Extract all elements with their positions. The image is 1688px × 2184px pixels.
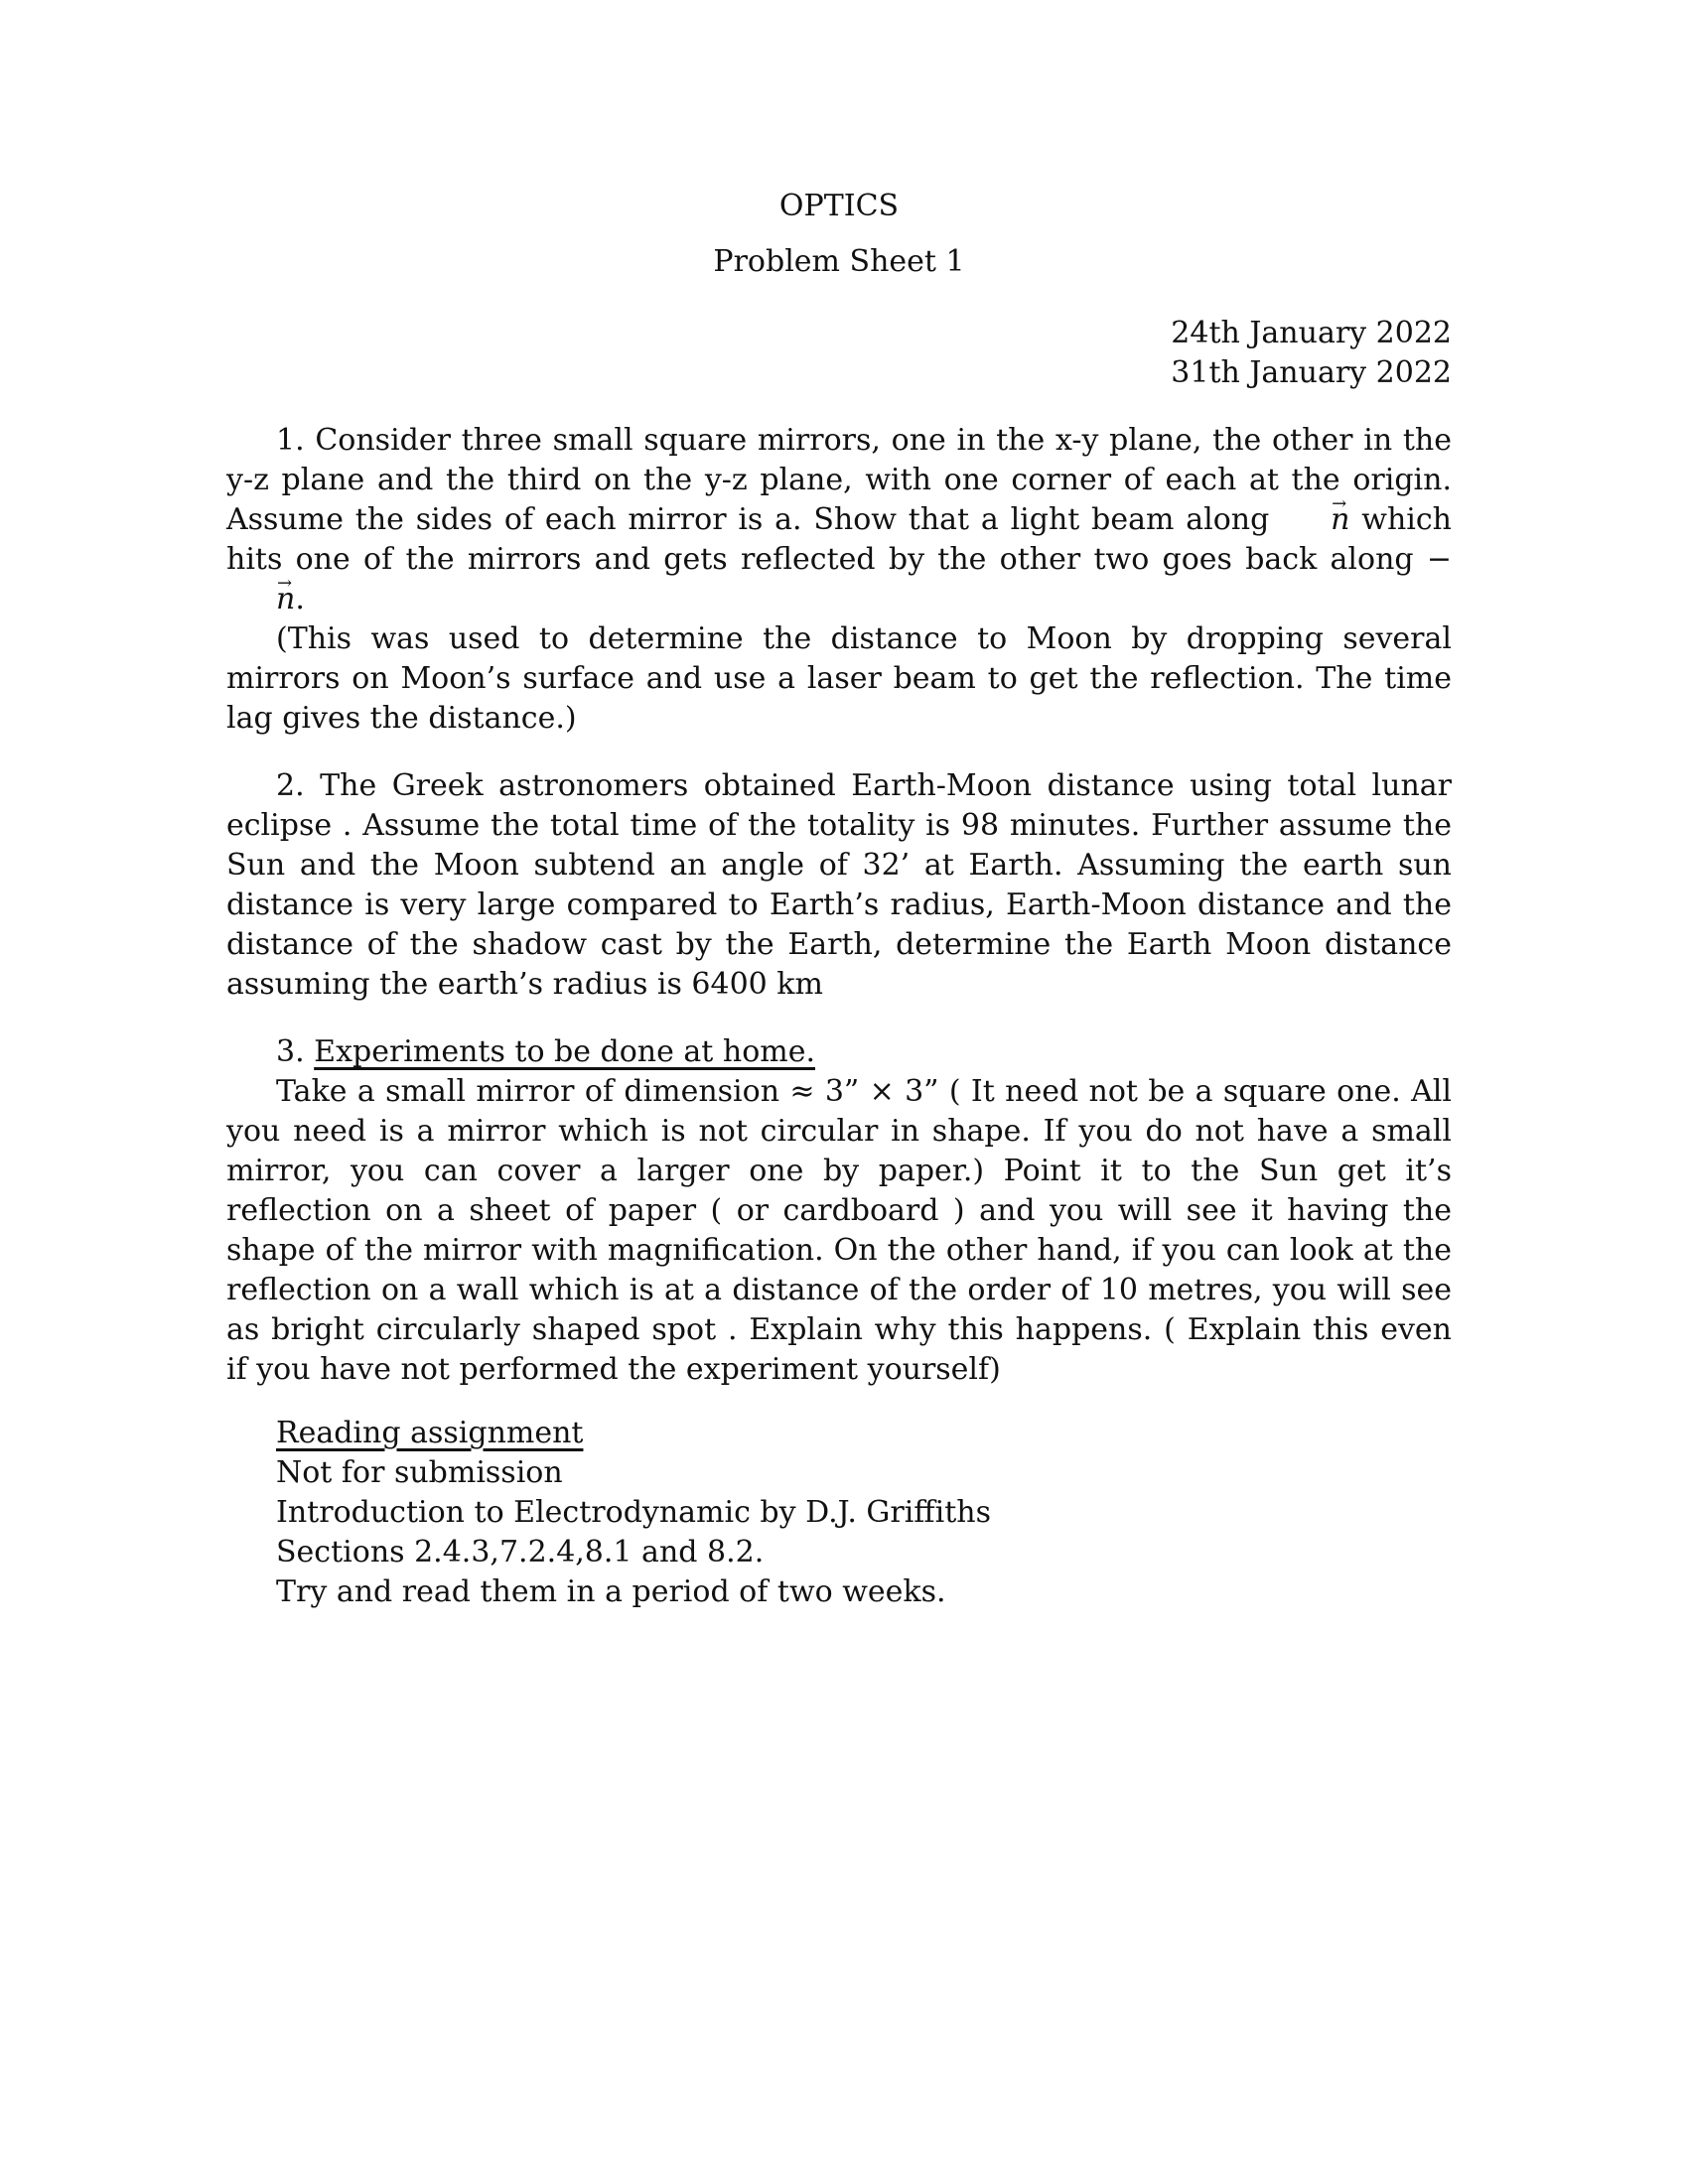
problem-3-heading: Experiments to be done at home. (314, 1034, 816, 1069)
document-page (226, 179, 1452, 1612)
dates-block (226, 314, 1452, 393)
reading-line: Introduction to Electrodynamic by D.J. Griffiths (276, 1495, 991, 1530)
problem-3-heading-line (226, 1032, 1452, 1072)
vector-n-negative: → n (226, 580, 295, 619)
problem-2-number: 2. (276, 768, 305, 803)
problem-2 (226, 766, 1452, 1005)
reading-assignment (226, 1414, 1452, 1612)
reading-line: Not for submission (276, 1455, 563, 1490)
reading-line: Sections 2.4.3,7.2.4,8.1 and 8.2. (276, 1535, 765, 1570)
problem-1-text (226, 421, 1452, 619)
problem-1-note: (This was used to determine the distance to Moon by dropping several mirrors on Moon’s surface and use a laser beam to get the reflection. The time lag gives the distance.) (226, 621, 1452, 736)
problem-1-number: 1. (276, 423, 305, 458)
problem-1-text-c: . (295, 582, 305, 616)
problem-1-text-a: Consider three small square mirrors, one in the x-y plane, the other in the y-z plane and the third on the y-z plane, with one corner of each at the origin. Assume the sides of each mirror is a. Show that a light beam along (226, 423, 1452, 537)
problem-1 (226, 421, 1452, 739)
document-title: OPTICS (778, 189, 900, 223)
reading-line: Try and read them in a period of two weeks. (276, 1574, 946, 1609)
date-issued: 24th January 2022 (1171, 316, 1452, 350)
document-subtitle: Problem Sheet 1 (713, 244, 965, 279)
date-due: 31th January 2022 (1171, 355, 1452, 390)
problem-2-text (226, 766, 1452, 1005)
vector-n: → n (1281, 500, 1349, 540)
problem-3-number: 3. (276, 1034, 305, 1069)
problem-2-body: The Greek astronomers obtained Earth-Moon distance using total lunar eclipse . Assume the total time of the totality is 98 minutes. Further assume the Sun and the Moon subtend an angle of 32’ at Earth. Assuming the earth sun distance is very large compared to Earth’s radius, Earth-Moon distance and the distance of the shadow cast by the Earth, determine the Earth Moon distance assuming the earth’s radius is 6400 km (226, 768, 1452, 1002)
problem-1-text-b: which hits one of the mirrors and gets reflected by the other two goes back along − (226, 502, 1452, 577)
reading-heading: Reading assignment (276, 1416, 584, 1450)
problem-3-text: Take a small mirror of dimension ≈ 3” × 3” ( It need not be a square one. All you need is a mirror which is not circular in shape. If you do not have a small mirror, you can cover a larger one by paper.) Point it to the Sun get it’s reflection on a sheet of paper ( or cardboard ) and you will see it having the shape of the mirror with magnification. On the other hand, if you can look at the reflection on a wall which is at a distance of the order of 10 metres, you will see as bright circularly shaped spot . Explain why this happens. ( Explain this even if you have not performed the experiment yourself) (226, 1074, 1452, 1387)
problem-3 (226, 1032, 1452, 1390)
